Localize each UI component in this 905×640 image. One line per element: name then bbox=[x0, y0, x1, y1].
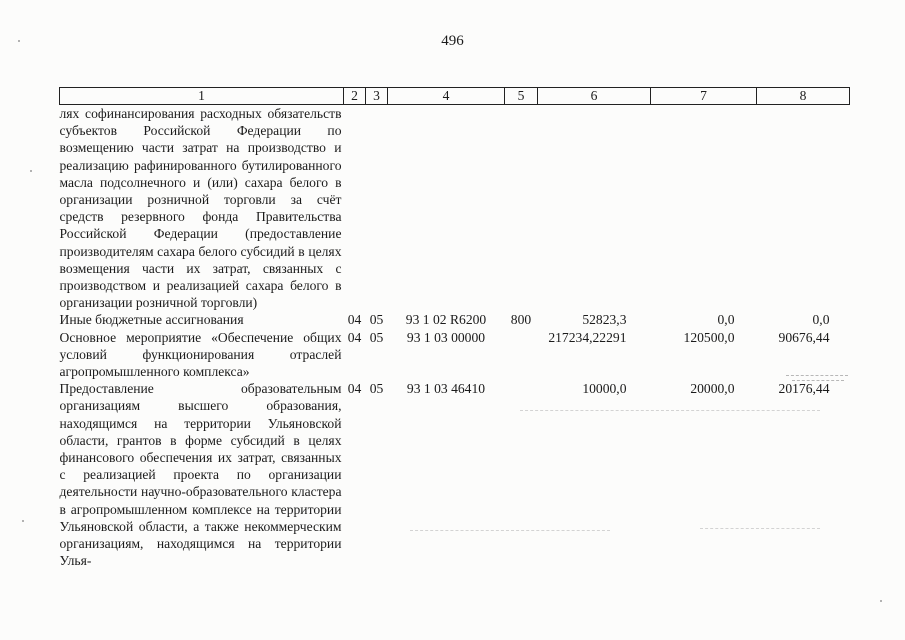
row-pr bbox=[366, 105, 388, 312]
header-col-6: 6 bbox=[538, 88, 651, 105]
header-col-3: 3 bbox=[366, 88, 388, 105]
scan-artifact-line bbox=[520, 410, 820, 411]
scan-artifact-line bbox=[410, 530, 610, 531]
header-col-4: 4 bbox=[388, 88, 505, 105]
row-value-1: 217234,22291 bbox=[548, 329, 627, 345]
header-col-7: 7 bbox=[651, 88, 757, 105]
scan-artifact-dot bbox=[18, 40, 20, 42]
row-value-1 bbox=[538, 105, 651, 312]
row-rz: 04 bbox=[347, 381, 362, 397]
table-row bbox=[60, 105, 850, 312]
row-description: Основное мероприятие «Обеспечение общих условий функционирования отраслей агропромышленного комплекса» bbox=[59, 329, 342, 380]
row-value-2: 120500,0 bbox=[683, 329, 735, 345]
scan-artifact-line bbox=[700, 528, 820, 529]
header-col-1: 1 bbox=[60, 88, 344, 105]
row-value-2: 0,0 bbox=[717, 312, 735, 328]
row-rz bbox=[344, 105, 366, 312]
row-value-3: 20176,44 bbox=[778, 381, 830, 397]
row-pr: 05 bbox=[369, 381, 384, 397]
row-pr: 05 bbox=[369, 329, 384, 345]
row-value-3: 0,0 bbox=[812, 312, 830, 328]
row-csr: 93 1 03 46410 bbox=[406, 381, 486, 397]
row-vr: 800 bbox=[510, 312, 532, 328]
table-row bbox=[60, 329, 850, 381]
row-value-1: 10000,0 bbox=[582, 381, 627, 397]
row-vr bbox=[505, 105, 538, 312]
table-row bbox=[60, 311, 850, 328]
row-value-1: 52823,3 bbox=[582, 312, 627, 328]
header-col-2: 2 bbox=[344, 88, 366, 105]
table-header-row bbox=[60, 88, 850, 105]
row-pr: 05 bbox=[369, 312, 384, 328]
scan-artifact-dot bbox=[22, 520, 24, 522]
row-vr bbox=[505, 380, 538, 569]
page-number: 496 bbox=[441, 33, 464, 49]
row-value-2: 20000,0 bbox=[690, 381, 735, 397]
header-col-5: 5 bbox=[505, 88, 538, 105]
row-csr: 93 1 03 00000 bbox=[406, 329, 486, 345]
budget-table bbox=[59, 87, 850, 569]
scan-artifact-dot bbox=[880, 600, 882, 602]
scan-artifact-line bbox=[792, 380, 844, 381]
scan-artifact-line bbox=[786, 375, 848, 376]
row-csr: 93 1 02 R6200 bbox=[405, 312, 487, 328]
row-csr bbox=[388, 105, 505, 312]
row-rz: 04 bbox=[347, 312, 362, 328]
row-vr bbox=[505, 329, 538, 381]
row-value-3 bbox=[757, 105, 850, 312]
row-description: лях софинансирования расходных обязательств субъектов Российской Федерации по возмещению части затрат на производство и реализацию рафинированного бутилированного масла подсолнечного и (или) сахара белого в организации розничной торговли за счёт средств резервного фонда Правительства Российской Федерации (предоставление производителям сахара белого субсидий в целях возмещения части их затрат, связанных с производством и реализацией сахара белого в организации розничной торговли) bbox=[59, 106, 342, 311]
scan-artifact-dot bbox=[30, 170, 32, 172]
row-description: Предоставление образовательным организациям высшего образования, находящимся на территории Ульяновской области, грантов в форме субсидий в целях финансового обеспечения их затрат, связанных с реализацией проекта по организации деятельности научно-образовательного кластера в агропромышленном комплексе на территории Ульяновской области, а также некоммерческим организациям, находящимся на территории Улья- bbox=[59, 381, 342, 569]
table-row bbox=[60, 380, 850, 569]
row-rz: 04 bbox=[347, 329, 362, 345]
row-description: Иные бюджетные ассигнования bbox=[59, 312, 244, 328]
header-col-8: 8 bbox=[757, 88, 850, 105]
row-value-2 bbox=[651, 105, 757, 312]
row-value-3: 90676,44 bbox=[778, 329, 830, 345]
